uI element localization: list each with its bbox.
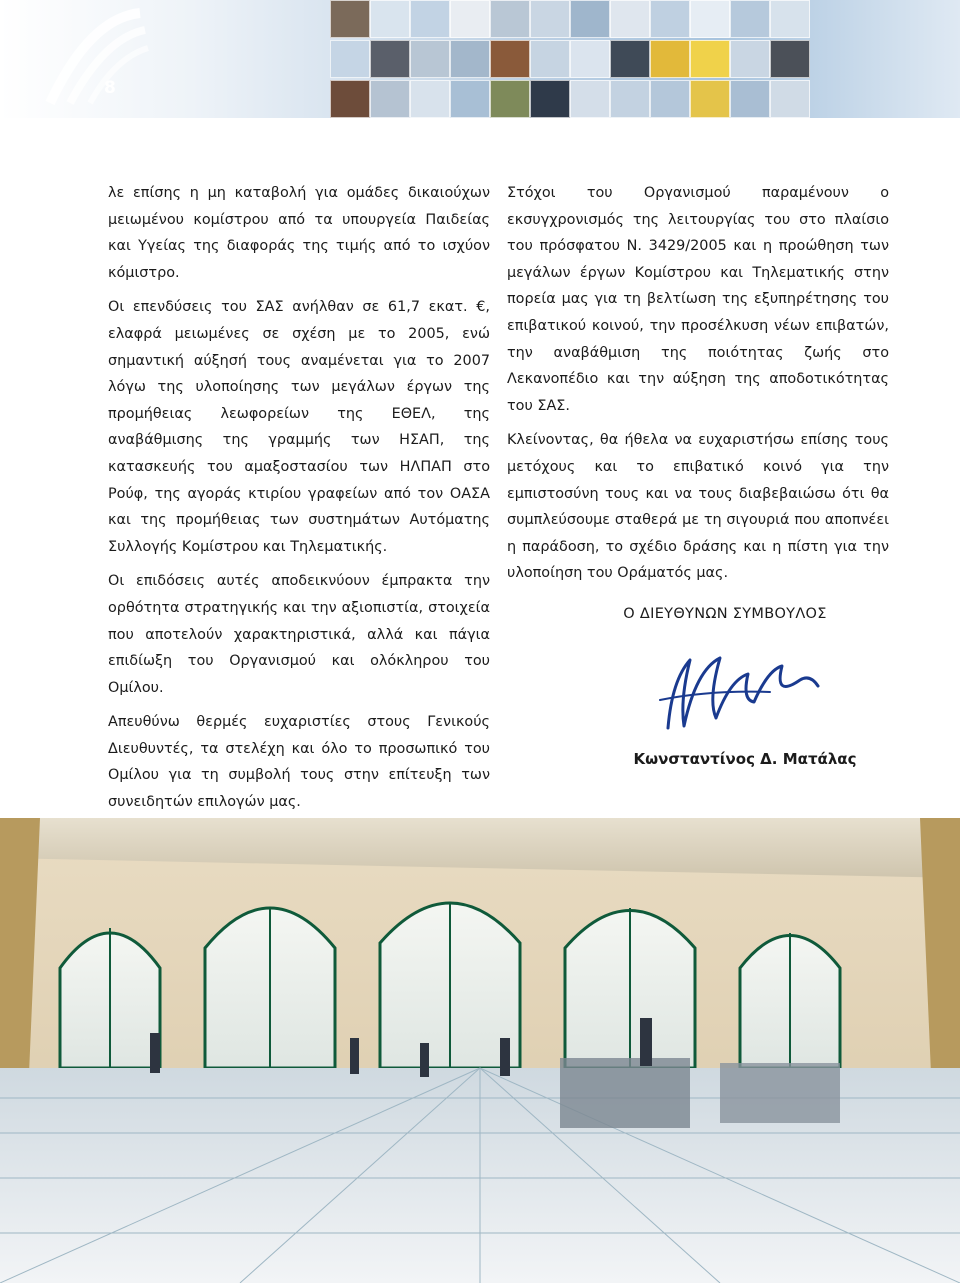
banner-photo-tile: [770, 80, 810, 118]
banner-photo-tile: [450, 40, 490, 78]
banner-photo-tile: [450, 80, 490, 118]
banner-photo-tile: [330, 80, 370, 118]
banner-photo-tile: [570, 40, 610, 78]
banner-photo-tile: [490, 40, 530, 78]
paragraph: Απευθύνω θερμές ευχαριστίες στους Γενικούς Διευθυντές, τα στελέχη και όλο το προσωπικό του Ομίλου για τη συμβολή τους στην επίτευξη των συνειδητών επιλογών μας.: [108, 714, 490, 811]
banner-photo-tile: [570, 0, 610, 38]
banner-photo-tile: [370, 40, 410, 78]
banner-photo-tile: [370, 0, 410, 38]
banner-photo-tile: [730, 80, 770, 118]
banner-photo-tile: [730, 0, 770, 38]
banner-photo-tile: [490, 0, 530, 38]
banner-photo-tile: [690, 0, 730, 38]
banner-photo-tile: [410, 40, 450, 78]
banner-photo-tile: [450, 0, 490, 38]
banner-photo-tile: [330, 40, 370, 78]
header-banner: [0, 0, 960, 118]
signoff-title: Ο ΔΙΕΥΘΥΝΩΝ ΣΥΜΒΟΥΛΟΣ: [623, 606, 827, 622]
banner-photo-tile: [410, 0, 450, 38]
banner-photo-tile: [490, 80, 530, 118]
banner-photo-tile: [770, 40, 810, 78]
banner-photo-tile: [330, 0, 370, 38]
banner-photo-tile: [690, 40, 730, 78]
left-text-column: [108, 180, 490, 824]
paragraph: Κλείνοντας, θα ήθελα να ευχαριστήσω επίσης τους μετόχους και το επιβατικό κοινό για την εμπιστοσύνη τους και να τους διαβεβαιώσω ότι θα συμπλεύσουμε σταθερά με τη σιγουριά που αποπνέει η παράδοση, το σχέδιο δράσης και η πίστη για την υλοποίηση του Οράματός μας.: [507, 432, 889, 582]
banner-photo-tile: [690, 80, 730, 118]
banner-photo-tile: [650, 0, 690, 38]
paragraph: Στόχοι του Οργανισμού παραμένουν ο εκσυγχρονισμός της λειτουργίας του στο πλαίσιο του πρόσφατου Ν. 3429/2005 και η προώθηση των μεγάλων έργων Κομίστρου και Τηλεματικής στην πορεία μας για τη βελτίωση της εξυπηρέτησης του επιβατικού κοινού, την προσέλκυση νέων επιβατών, την αναβάθμιση της ποιότητας ζωής στο Λεκανοπέδιο και την αύξηση της αποδοτικότητας του ΣΑΣ.: [507, 185, 889, 414]
handwritten-signature-icon: [650, 640, 825, 740]
right-text-column: [507, 180, 889, 595]
banner-photo-tile: [730, 40, 770, 78]
page-number: 8: [104, 78, 116, 98]
banner-photo-tile: [770, 0, 810, 38]
banner-photo-tile: [610, 40, 650, 78]
banner-photo-tile: [570, 80, 610, 118]
banner-photo-tile: [650, 40, 690, 78]
banner-photo-tile: [370, 80, 410, 118]
banner-photo-tile: [530, 80, 570, 118]
signer-name: Κωνσταντίνος Δ. Ματάλας: [633, 750, 857, 768]
paragraph: λε επίσης η μη καταβολή για ομάδες δικαιούχων μειωμένου κομίστρου από τα υπουργεία Παιδείας και Υγείας της διαφοράς της τιμής από το ισχύον κόμιστρο.: [108, 185, 490, 281]
paragraph: Οι επενδύσεις του ΣΑΣ ανήλθαν σε 61,7 εκατ. €, ελαφρά μειωμένες σε σχέση με το 2005, ενώ σημαντική αύξησή τους αναμένεται για το 2007 λόγω της υλοποίησης των μεγάλων έργων της προμήθειας λεωφορείων της ΕΘΕΛ, της αναβάθμισης της γραμμής των ΗΣΑΠ, της κατασκευής του αμαξοστασίου των ΗΛΠΑΠ στο Ρούφ, της αγοράς κτιρίου γραφείων από τον ΟΑΣΑ και της προμήθειας των συστημάτων Αυτόματης Συλλογής Κομίστρου και Τηλεματικής.: [108, 299, 490, 555]
banner-photo-tile: [530, 0, 570, 38]
banner-photo-tile: [530, 40, 570, 78]
banner-photo-tile: [410, 80, 450, 118]
station-hall-photo: [0, 818, 960, 1283]
banner-photo-tile: [610, 0, 650, 38]
company-logo-icon: [30, 8, 150, 108]
banner-photo-tile: [610, 80, 650, 118]
paragraph: Οι επιδόσεις αυτές αποδεικνύουν έμπρακτα την ορθότητα στρατηγικής και την αξιοπιστία, στοιχεία που αποτελούν χαρακτηριστικά, αλλά και πάγια επιδίωξη του Οργανισμού και ολόκληρου του Ομίλου.: [108, 573, 490, 696]
banner-photo-tile: [650, 80, 690, 118]
